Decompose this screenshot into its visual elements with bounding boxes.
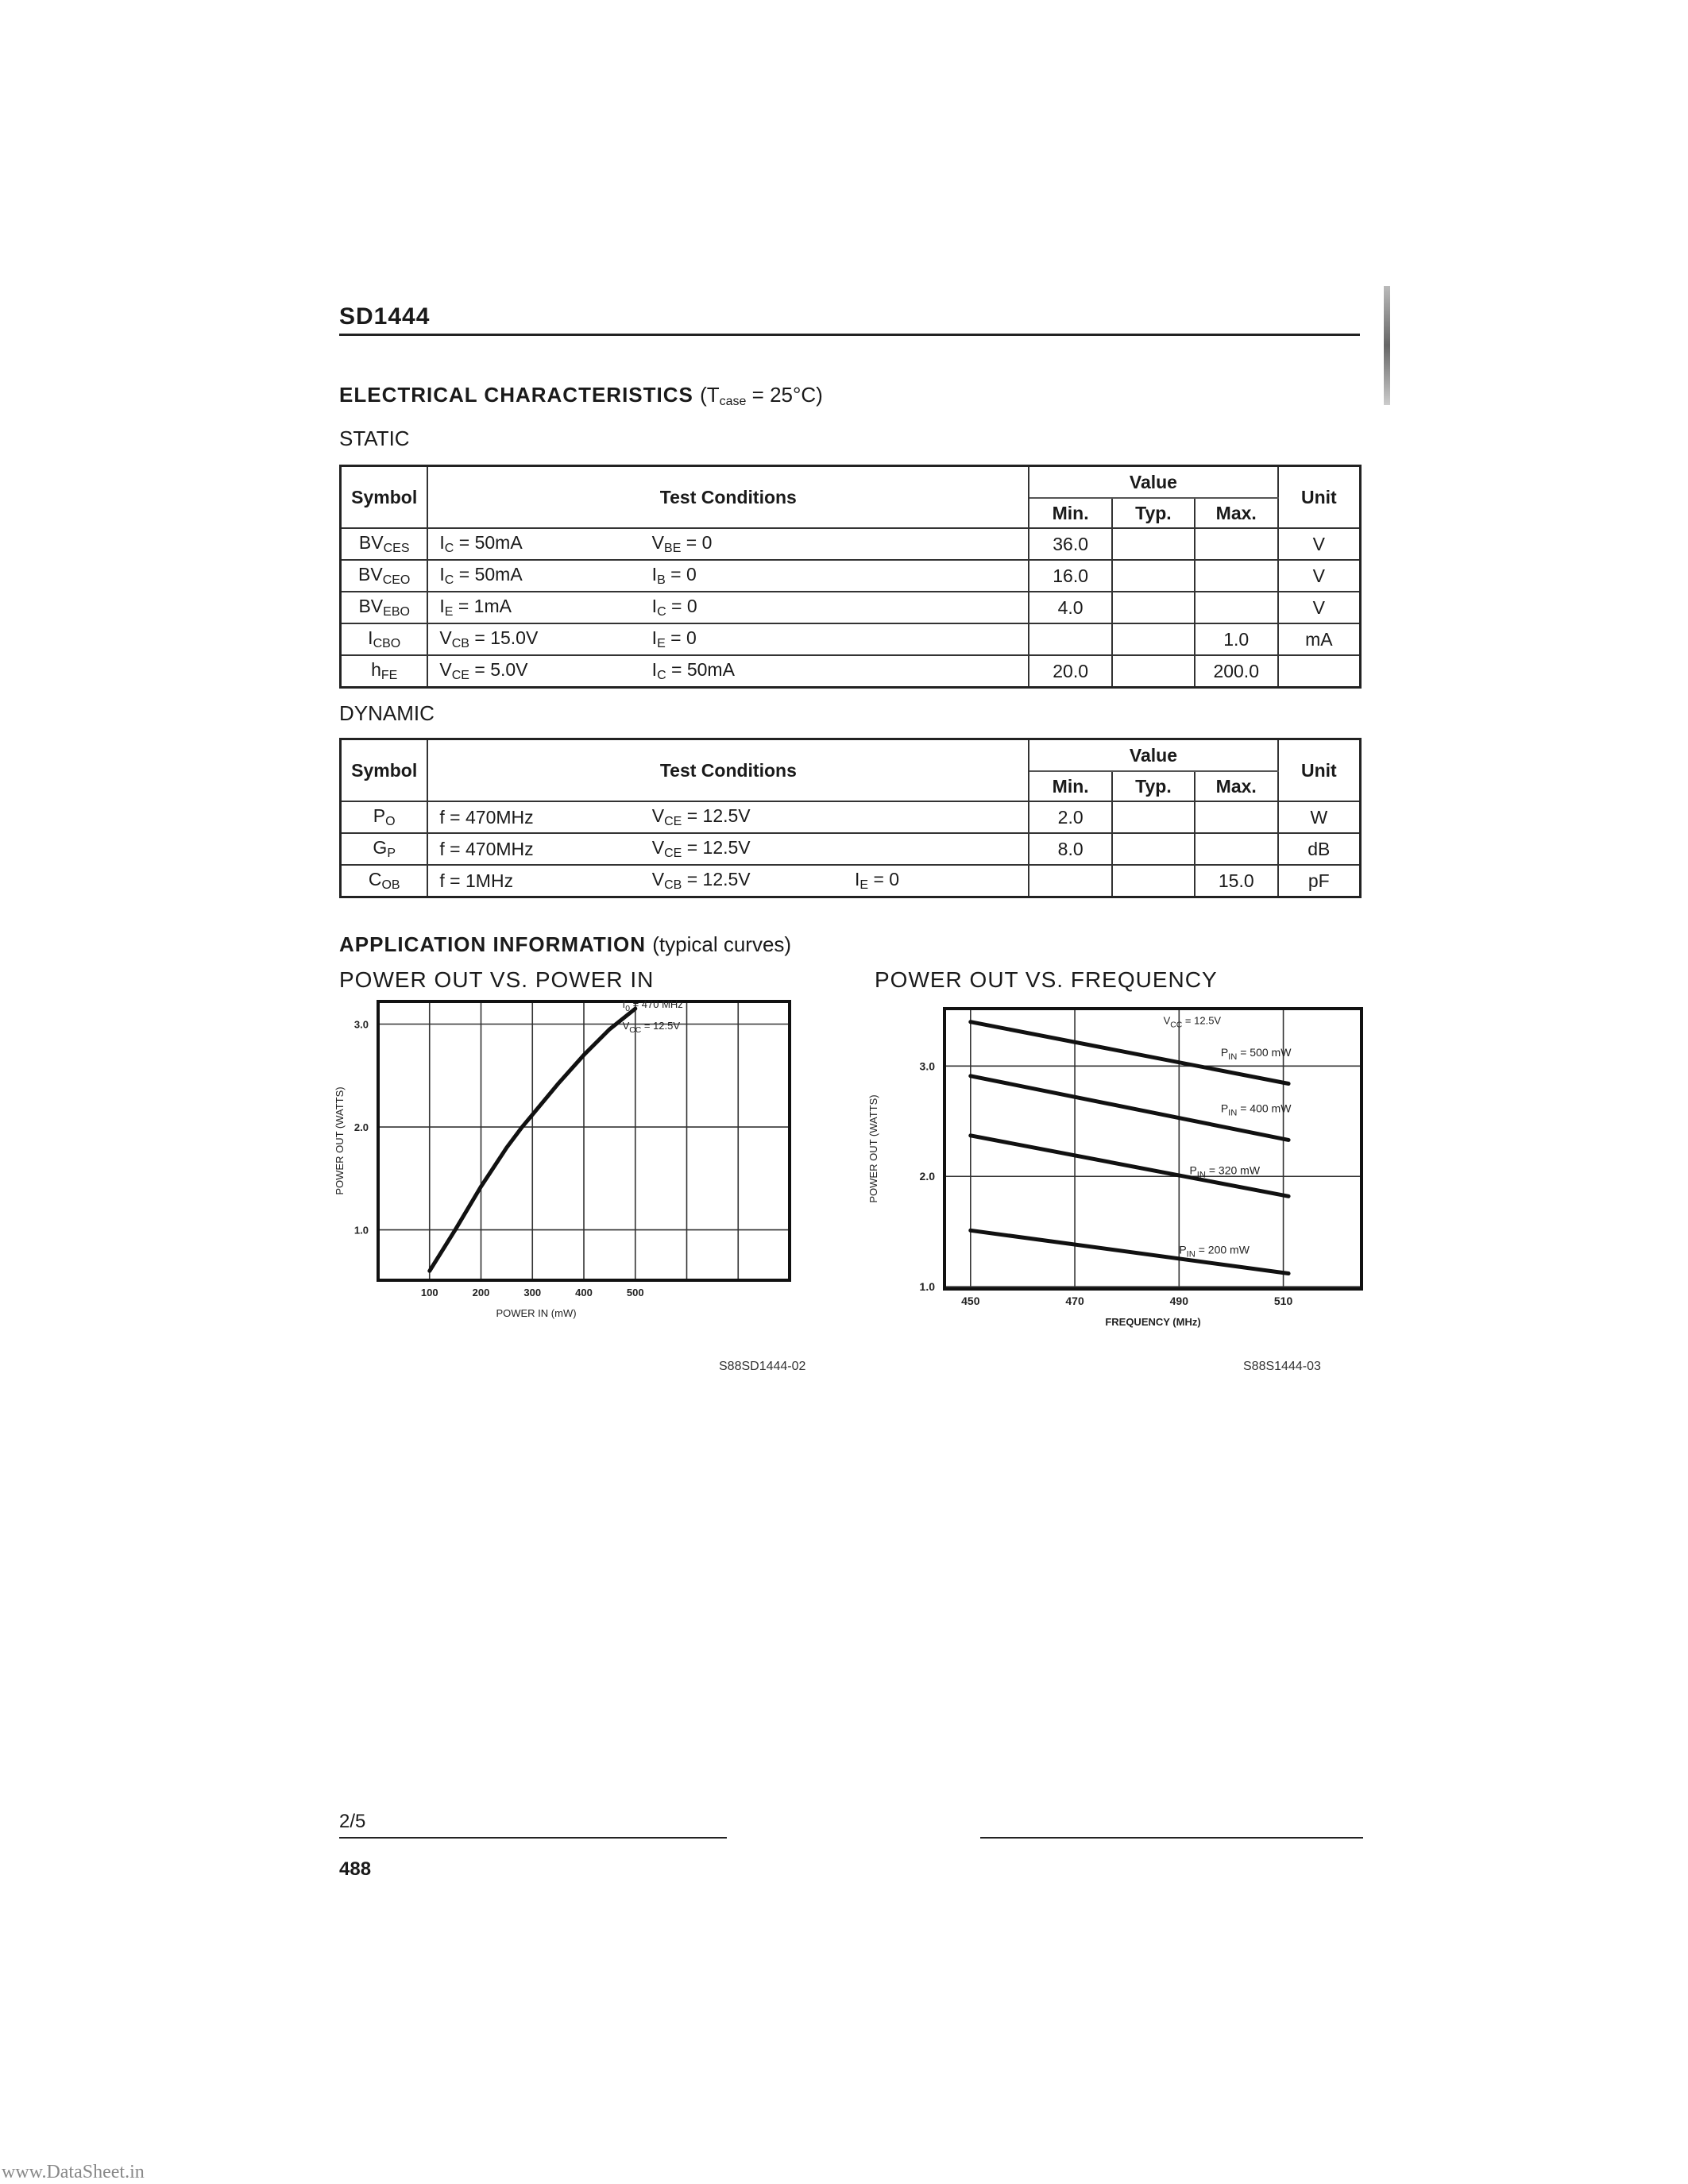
- min-header: Min.: [1029, 498, 1112, 528]
- max-cell: 15.0: [1195, 865, 1278, 897]
- condition-cell: f = 470MHz: [427, 801, 651, 833]
- x-tick-label: 450: [961, 1295, 980, 1307]
- max-cell: 200.0: [1195, 655, 1278, 688]
- y-tick-label: 3.0: [353, 1018, 369, 1031]
- table-row: [341, 655, 1361, 688]
- subscript: C: [444, 573, 454, 587]
- subscript: EBO: [383, 605, 410, 619]
- unit-cell: mA: [1278, 623, 1361, 655]
- x-tick-label: 300: [523, 1287, 542, 1298]
- condition-cell: $I_E = 0$: [855, 865, 1029, 897]
- subscript: C: [657, 605, 666, 619]
- electrical-characteristics-heading: [339, 383, 823, 409]
- series-label: $P_{IN} = 200$ mW: [1179, 1243, 1250, 1260]
- unit-cell: dB: [1278, 833, 1361, 865]
- condition-cell: [855, 592, 1029, 623]
- y-axis-label: POWER OUT (WATTS): [867, 1094, 879, 1203]
- max-cell: [1195, 833, 1278, 865]
- unit-cell: V: [1278, 528, 1361, 560]
- typ-header: Typ.: [1112, 498, 1195, 528]
- scan-artifact: [1384, 286, 1390, 405]
- symbol-cell: $P_O$: [341, 801, 428, 833]
- subscript: CB: [451, 637, 469, 650]
- dynamic-table: [339, 738, 1362, 898]
- condition-cell: $I_C = 50mA$: [427, 560, 651, 592]
- watermark: www.DataSheet.in: [2, 2162, 145, 2182]
- plot-frame: [944, 1009, 1362, 1289]
- min-cell: [1029, 865, 1112, 897]
- y-tick-label: 1.0: [353, 1224, 369, 1237]
- x-tick-label: 100: [420, 1287, 438, 1298]
- unit-cell: [1278, 655, 1361, 688]
- max-cell: 1.0: [1195, 623, 1278, 655]
- typ-cell: [1112, 560, 1195, 592]
- condition-cell: $V_{BE} = 0$: [652, 528, 855, 560]
- x-tick-label: 490: [1169, 1295, 1188, 1307]
- symbol-cell: $BV_{CES}$: [341, 528, 428, 560]
- x-tick-label: 400: [575, 1287, 593, 1298]
- unit-cell: V: [1278, 592, 1361, 623]
- temp-prefix: (T: [700, 383, 720, 407]
- y-tick-label: 3.0: [919, 1059, 935, 1073]
- condition-cell: [855, 528, 1029, 560]
- table-row: [341, 833, 1361, 865]
- max-header: Max.: [1195, 498, 1278, 528]
- subscript: E: [444, 605, 454, 619]
- chart-annotation: $f_0 = 470$ MHz: [622, 997, 683, 1013]
- condition-cell: $I_E = 1mA$: [427, 592, 651, 623]
- document-title: SD1444: [339, 303, 431, 330]
- symbol-cell: $C_{OB}$: [341, 865, 428, 897]
- x-axis-label: FREQUENCY (MHz): [1105, 1316, 1201, 1328]
- table-row: [341, 528, 1361, 560]
- condition-cell: $V_{CE} = 5.0V$: [427, 655, 651, 688]
- symbol-header: Symbol: [341, 466, 428, 529]
- header-row: [341, 739, 1361, 772]
- subscript: OB: [381, 878, 400, 892]
- header-row: [341, 466, 1361, 499]
- symbol-cell: $h_{FE}$: [341, 655, 428, 688]
- min-header: Min.: [1029, 771, 1112, 801]
- chart-annotation: $V_{CC} = 12.5V$: [1163, 1014, 1222, 1030]
- min-cell: [1029, 623, 1112, 655]
- page-number: 488: [339, 1858, 372, 1880]
- condition-cell: $I_C = 0$: [652, 592, 855, 623]
- subscript: O: [385, 815, 396, 828]
- x-axis-label: POWER IN (mW): [496, 1307, 577, 1319]
- unit-header: Unit: [1278, 466, 1361, 529]
- value-header: Value: [1029, 466, 1277, 499]
- symbol-cell: $G_P$: [341, 833, 428, 865]
- symbol-header: Symbol: [341, 739, 428, 802]
- figure-code-2: S88S1444-03: [1243, 1360, 1321, 1373]
- power-out-vs-power-in-chart: [334, 993, 810, 1326]
- typ-cell: [1112, 833, 1195, 865]
- condition-cell: $I_E = 0$: [652, 623, 855, 655]
- series-label: $P_{IN} = 400$ mW: [1220, 1102, 1292, 1118]
- condition-cell: [855, 623, 1029, 655]
- max-header: Max.: [1195, 771, 1278, 801]
- temp-sub: case: [719, 395, 747, 408]
- heading-text: ELECTRICAL CHARACTERISTICS: [339, 383, 693, 407]
- subscript: FE: [380, 669, 398, 682]
- chart-annotation: $V_{CC} = 12.5V$: [622, 1019, 681, 1035]
- x-tick-label: 500: [626, 1287, 644, 1298]
- heading-text: APPLICATION INFORMATION: [339, 932, 647, 956]
- condition-cell: $V_{CE} = 12.5V$: [652, 801, 855, 833]
- condition-cell: [855, 833, 1029, 865]
- series-label: $P_{IN} = 320$ mW: [1189, 1163, 1261, 1180]
- condition-cell: $V_{CE} = 12.5V$: [652, 833, 855, 865]
- typ-cell: [1112, 655, 1195, 688]
- subscript: CBO: [373, 637, 401, 650]
- min-cell: 20.0: [1029, 655, 1112, 688]
- symbol-cell: $I_{CBO}$: [341, 623, 428, 655]
- min-cell: 16.0: [1029, 560, 1112, 592]
- subscript: CE: [451, 669, 469, 682]
- condition-cell: [855, 560, 1029, 592]
- subscript: CES: [383, 542, 410, 555]
- unit-header: Unit: [1278, 739, 1361, 802]
- x-tick-label: 200: [472, 1287, 490, 1298]
- max-cell: [1195, 528, 1278, 560]
- table-row: [341, 801, 1361, 833]
- chart-title-frequency: POWER OUT VS. FREQUENCY: [875, 967, 1218, 992]
- table-row: [341, 865, 1361, 897]
- condition-cell: [855, 655, 1029, 688]
- condition-cell: f = 1MHz: [427, 865, 651, 897]
- subscript: CB: [664, 878, 682, 892]
- subscript: CEO: [382, 573, 411, 587]
- typ-cell: [1112, 865, 1195, 897]
- subscript: CE: [664, 847, 682, 860]
- static-table: [339, 465, 1362, 689]
- condition-cell: $V_{CB} = 12.5V$: [652, 865, 855, 897]
- series-label: $P_{IN} = 500$ mW: [1220, 1045, 1292, 1062]
- x-tick-label: 510: [1273, 1295, 1293, 1307]
- max-cell: [1195, 592, 1278, 623]
- page-fraction: 2/5: [339, 1811, 366, 1832]
- symbol-cell: $BV_{CEO}$: [341, 560, 428, 592]
- condition-cell: $I_C = 50mA$: [652, 655, 855, 688]
- typ-cell: [1112, 592, 1195, 623]
- unit-cell: V: [1278, 560, 1361, 592]
- unit-cell: W: [1278, 801, 1361, 833]
- min-cell: 4.0: [1029, 592, 1112, 623]
- unit-cell: pF: [1278, 865, 1361, 897]
- y-tick-label: 2.0: [919, 1170, 935, 1183]
- condition-cell: $V_{CB} = 15.0V$: [427, 623, 651, 655]
- footer-rule-left: [339, 1837, 727, 1839]
- typ-cell: [1112, 801, 1195, 833]
- condition-cell: [855, 801, 1029, 833]
- max-cell: [1195, 560, 1278, 592]
- case-temperature: [700, 383, 823, 407]
- chart-title-power-in: POWER OUT VS. POWER IN: [339, 967, 655, 992]
- min-cell: 36.0: [1029, 528, 1112, 560]
- static-label: STATIC: [339, 426, 410, 450]
- y-tick-label: 2.0: [353, 1121, 369, 1134]
- test-conditions-header: Test Conditions: [427, 739, 1029, 802]
- condition-cell: $I_C = 50mA$: [427, 528, 651, 560]
- max-cell: [1195, 801, 1278, 833]
- subscript: C: [444, 542, 454, 555]
- table-row: [341, 592, 1361, 623]
- condition-cell: $I_B = 0$: [652, 560, 855, 592]
- subscript: C: [657, 669, 666, 682]
- typ-header: Typ.: [1112, 771, 1195, 801]
- subscript: B: [657, 573, 666, 587]
- y-axis-label: POWER OUT (WATTS): [334, 1086, 346, 1195]
- typ-cell: [1112, 623, 1195, 655]
- header-rule: [339, 334, 1360, 336]
- subscript: E: [859, 878, 869, 892]
- table-row: [341, 623, 1361, 655]
- temp-suffix: = 25°C): [746, 383, 823, 407]
- value-header: Value: [1029, 739, 1277, 772]
- x-tick-label: 470: [1065, 1295, 1084, 1307]
- figure-code-1: S88SD1444-02: [719, 1360, 806, 1373]
- subscript: P: [387, 847, 396, 860]
- condition-cell: f = 470MHz: [427, 833, 651, 865]
- min-cell: 2.0: [1029, 801, 1112, 833]
- min-cell: 8.0: [1029, 833, 1112, 865]
- dynamic-label: DYNAMIC: [339, 701, 435, 725]
- subscript: CE: [664, 815, 682, 828]
- table-row: [341, 560, 1361, 592]
- typ-cell: [1112, 528, 1195, 560]
- subscript: E: [657, 637, 666, 650]
- test-conditions-header: Test Conditions: [427, 466, 1029, 529]
- subscript: BE: [664, 542, 682, 555]
- power-out-vs-frequency-chart: [866, 1001, 1374, 1334]
- symbol-cell: $BV_{EBO}$: [341, 592, 428, 623]
- application-information-heading: [339, 932, 791, 957]
- heading-note: (typical curves): [652, 932, 792, 956]
- footer-rule-right: [980, 1837, 1363, 1839]
- y-tick-label: 1.0: [919, 1280, 935, 1294]
